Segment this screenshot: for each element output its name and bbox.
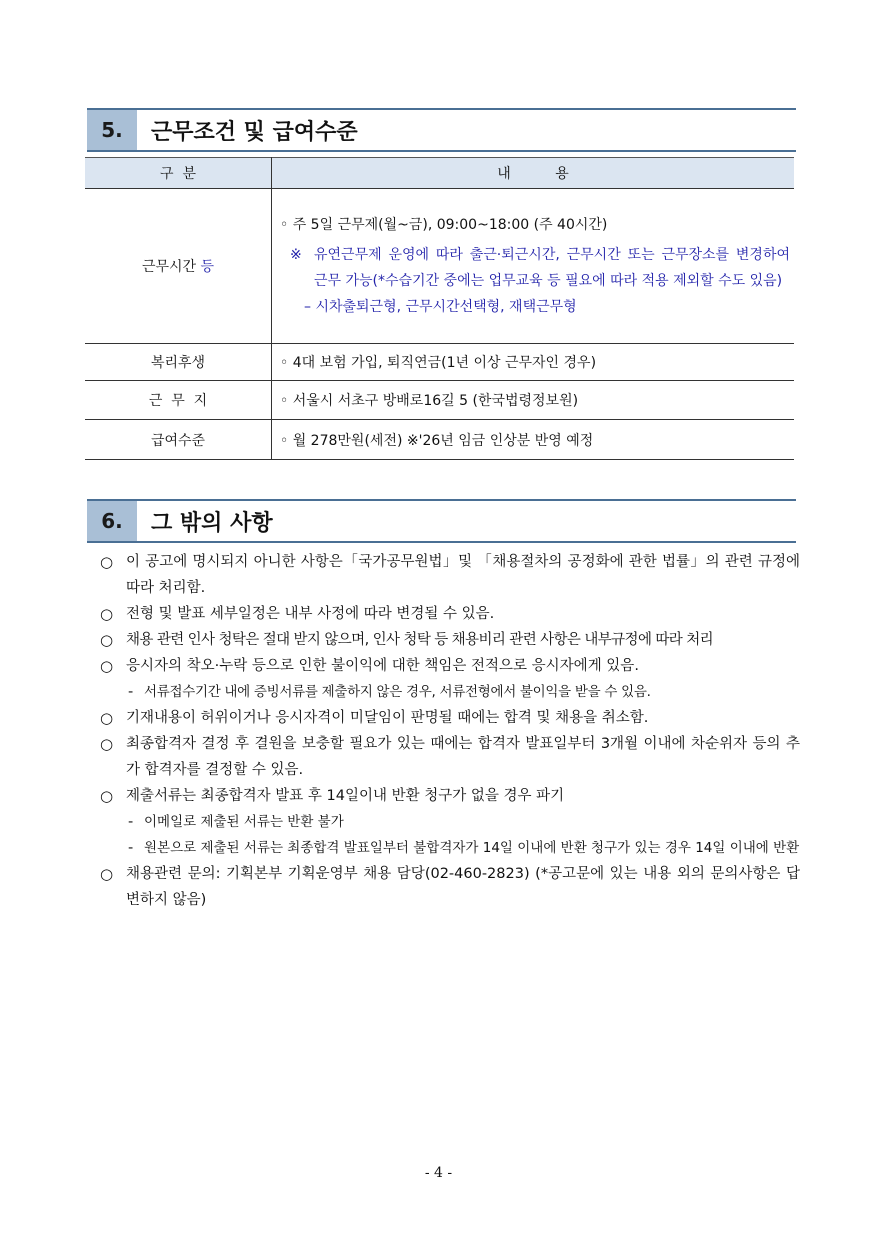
work-hours-line: ◦ 주 5일 근무제(월~금), 09:00~18:00 (주 40시간): [280, 217, 608, 233]
dash-bullet: -: [128, 840, 134, 856]
sub-item-text: 원본으로 제출된 서류는 최종합격 발표일부터 불합격자가 14일 이내에 반환 청구가 있는 경우 14일 이내에 반환: [144, 840, 800, 856]
header-category: 구 분: [85, 158, 272, 189]
row-content-salary: ◦ 월 278만원(세전) ※'26년 임금 인상분 반영 예정: [272, 420, 795, 460]
page-number: - 4 -: [424, 1165, 453, 1181]
note-mark: ※: [290, 247, 302, 263]
circle-bullet-icon: ○: [100, 865, 114, 883]
row-label-workplace: 근 무 지: [85, 381, 272, 420]
list-item: [100, 705, 800, 731]
table-row: [85, 381, 794, 420]
row-content-workplace: ◦ 서울시 서초구 방배로16길 5 (한국법령정보원): [272, 381, 795, 420]
list-item: [100, 627, 800, 653]
table-row: [85, 189, 794, 344]
circle-bullet-icon: ○: [100, 735, 114, 753]
sub-item-text: 서류접수기간 내에 증빙서류를 제출하지 않은 경우, 서류전형에서 불이익을 받을 수 있음.: [144, 684, 651, 700]
flexible-work-types: – 시차출퇴근형, 근무시간선택형, 재택근무형: [304, 299, 577, 315]
table-row: [85, 344, 794, 381]
item-text: 채용관련 문의: 기획본부 기획운영부 채용 담당(02-460-2823) (*공고문에 있는 내용 외의 문의사항은 답변하지 않음): [126, 866, 800, 908]
row-content-welfare: ◦ 4대 보험 가입, 퇴직연금(1년 이상 근무자인 경우): [272, 344, 795, 381]
section-5-header: [87, 108, 796, 152]
item-text: 채용 관련 인사 청탁은 절대 받지 않으며, 인사 청탁 등 채용비리 관련 사항은 내부규정에 따라 처리: [126, 632, 714, 648]
note-text: 유연근무제 운영에 따라 출근·퇴근시간, 근무시간 또는 근무장소를 변경하여 근무 가능(*수습기간 중에는 업무교육 등 필요에 따라 적용 제외할 수도 있음): [314, 247, 790, 289]
item-text: 제출서류는 최종합격자 발표 후 14일이내 반환 청구가 없을 경우 파기: [126, 788, 565, 804]
section-6-title: 그 밖의 사항: [151, 510, 273, 536]
list-item: [100, 549, 800, 601]
list-item: [100, 783, 800, 809]
item-text: 최종합격자 결정 후 결원을 보충할 필요가 있는 때에는 합격자 발표일부터 3개월 이내에 차순위자 등의 추가 합격자를 결정할 수 있음.: [126, 736, 800, 778]
work-hours-label-suffix: 등: [200, 259, 215, 275]
circle-bullet-icon: ○: [100, 605, 114, 623]
row-label-welfare: 복리후생: [85, 344, 272, 381]
list-item: [100, 601, 800, 627]
section-6-header: [87, 499, 796, 543]
sub-list-item: [100, 809, 800, 835]
row-content-work-hours: [272, 189, 795, 344]
work-conditions-table: [85, 157, 794, 460]
sub-list-item: [100, 679, 800, 705]
dash-bullet: -: [128, 814, 134, 830]
section-5-title: 근무조건 및 급여수준: [151, 119, 358, 145]
table-row: [85, 420, 794, 460]
item-text: 전형 및 발표 세부일정은 내부 사정에 따라 변경될 수 있음.: [126, 606, 495, 622]
item-text: 이 공고에 명시되지 아니한 사항은「국가공무원법」및 「채용절차의 공정화에 관한 법률」의 관련 규정에 따라 처리함.: [126, 554, 800, 596]
sub-list-item: [100, 835, 800, 861]
circle-bullet-icon: ○: [100, 709, 114, 727]
flexible-work-note: [280, 242, 794, 294]
item-text: 응시자의 착오·누락 등으로 인한 불이익에 대한 책임은 전적으로 응시자에게 있음.: [126, 658, 639, 674]
dash-bullet: -: [128, 684, 134, 700]
circle-bullet-icon: ○: [100, 553, 114, 571]
row-label-work-hours: [85, 189, 272, 344]
work-hours-label: 근무시간: [141, 259, 201, 275]
section-6-number: 6.: [87, 501, 137, 541]
table-header-row: [85, 158, 794, 189]
list-item: [100, 653, 800, 679]
row-label-salary: 급여수준: [85, 420, 272, 460]
list-item: [100, 861, 800, 913]
header-content: 내 용: [272, 158, 795, 189]
other-matters-list: [100, 549, 800, 913]
item-text: 기재내용이 허위이거나 응시자격이 미달임이 판명될 때에는 합격 및 채용을 취소함.: [126, 710, 649, 726]
circle-bullet-icon: ○: [100, 631, 114, 649]
list-item: [100, 731, 800, 783]
sub-item-text: 이메일로 제출된 서류는 반환 불가: [144, 814, 344, 830]
circle-bullet-icon: ○: [100, 657, 114, 675]
section-5-number: 5.: [87, 110, 137, 150]
circle-bullet-icon: ○: [100, 787, 114, 805]
